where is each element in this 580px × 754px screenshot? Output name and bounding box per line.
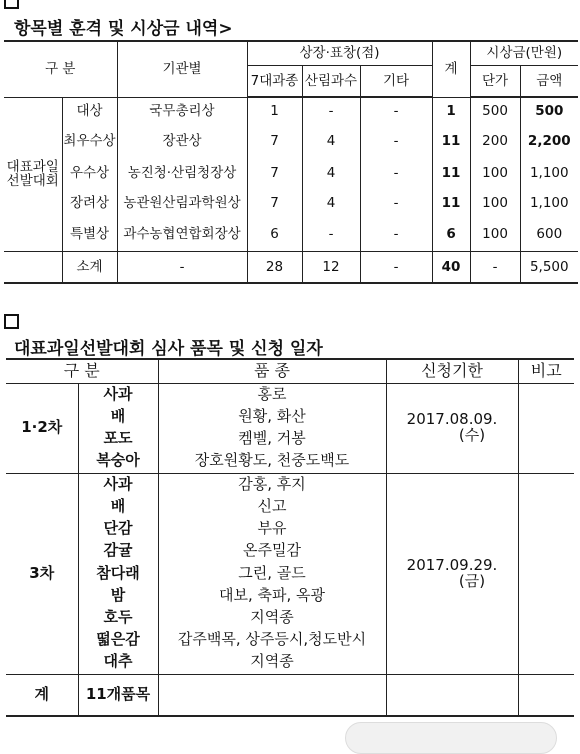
other-cell: -: [360, 218, 432, 251]
total-row: [6, 674, 574, 716]
variety-cell: 그린, 골드: [158, 562, 386, 585]
other-cell: -: [360, 188, 432, 218]
grade-cell: 장려상: [62, 188, 117, 218]
total-label: 계: [6, 674, 78, 716]
grade-cell: 특별상: [62, 218, 117, 251]
variety-cell: 지역종: [158, 651, 386, 674]
amount-cell: 1,100: [520, 188, 578, 218]
amount-cell: 2,200: [520, 125, 578, 158]
fruit-cell: 참다래: [78, 562, 158, 585]
header-remarks: 비고: [518, 359, 574, 383]
award-table: [4, 40, 578, 284]
fruit-cell: 감귤: [78, 540, 158, 562]
header-category: 구 분: [6, 359, 158, 383]
variety-cell: 원황, 화산: [158, 406, 386, 428]
forest-cell: 4: [302, 125, 360, 158]
variety-cell: 감홍, 후지: [158, 473, 386, 496]
header-agency: 기관별: [117, 41, 247, 97]
seven-cell: 6: [247, 218, 302, 251]
header-amount: 금액: [520, 65, 578, 97]
section1-title: 항목별 훈격 및 시상금 내역>: [14, 19, 233, 39]
other-cell: -: [360, 97, 432, 125]
round1-deadline: [386, 383, 518, 473]
fruit-cell: 사과: [78, 473, 158, 496]
empty-cell: [386, 674, 518, 716]
grade-cell: 소계: [62, 251, 117, 283]
variety-cell: 홍로: [158, 383, 386, 406]
forest-cell: 4: [302, 188, 360, 218]
deadline-day: (수): [458, 426, 486, 444]
fruit-cell: 밤: [78, 585, 158, 607]
variety-cell: 장호원황도, 천중도백도: [158, 450, 386, 473]
seven-cell: 1: [247, 97, 302, 125]
header-deadline: 신청기한: [386, 359, 518, 383]
other-cell: -: [360, 125, 432, 158]
header-award-group: 상장·표창(점): [247, 41, 432, 65]
variety-cell: 지역종: [158, 607, 386, 629]
empty-cell: [518, 674, 574, 716]
amount-cell: 5,500: [520, 251, 578, 283]
total-cell: 11: [432, 125, 470, 158]
table-row: [6, 383, 574, 406]
fruit-cell: 떫은감: [78, 629, 158, 651]
unit-cell: 500: [470, 97, 520, 125]
unit-cell: 100: [470, 188, 520, 218]
round1-label: 1·2차: [6, 383, 78, 473]
round3-label: 3차: [6, 473, 78, 674]
total-value: 11개품목: [78, 674, 158, 716]
variety-cell: 켐벨, 거봉: [158, 428, 386, 450]
table-row: [6, 473, 574, 496]
header-total: 계: [432, 41, 470, 97]
forest-cell: -: [302, 97, 360, 125]
unit-cell: 100: [470, 218, 520, 251]
table-row: [4, 125, 578, 158]
variety-cell: 신고: [158, 496, 386, 518]
seven-cell: 28: [247, 251, 302, 283]
seven-cell: 7: [247, 188, 302, 218]
deadline-day: (금): [458, 571, 486, 590]
amount-cell: 500: [520, 97, 578, 125]
empty-cell: [158, 674, 386, 716]
table-row: [4, 188, 578, 218]
agency-cell: 과수농협연합회장상: [117, 218, 247, 251]
grade-cell: 대상: [62, 97, 117, 125]
deadline-date: 2017.08.09.: [406, 410, 498, 429]
fruit-cell: 배: [78, 496, 158, 518]
agency-cell: 장관상: [117, 125, 247, 158]
agency-cell: 농관원산림과학원상: [117, 188, 247, 218]
total-cell: 11: [432, 188, 470, 218]
forest-cell: 4: [302, 158, 360, 188]
deadline-date: 2017.09.29.: [406, 555, 498, 574]
unit-cell: 100: [470, 158, 520, 188]
section2-title: 대표과일선발대회 심사 품목 및 신청 일자: [14, 339, 323, 359]
other-cell: -: [360, 158, 432, 188]
amount-cell: 600: [520, 218, 578, 251]
seven-cell: 7: [247, 125, 302, 158]
table-row: [4, 218, 578, 251]
unit-cell: 200: [470, 125, 520, 158]
seven-cell: 7: [247, 158, 302, 188]
total-cell: 11: [432, 158, 470, 188]
variety-cell: 갑주백목, 상주등시,청도반시: [158, 629, 386, 651]
table-row: [4, 158, 578, 188]
header-7-fruits: 7대과종: [247, 65, 302, 97]
checkbox-square-icon: [4, 314, 19, 329]
bottom-overlay-bar[interactable]: [345, 722, 557, 754]
section1-heading: [4, 0, 233, 39]
header-forest-fruits: 산림과수: [302, 65, 360, 97]
forest-cell: -: [302, 218, 360, 251]
other-cell: -: [360, 251, 432, 283]
total-cell: 6: [432, 218, 470, 251]
empty-cell: [4, 251, 62, 283]
variety-cell: 부유: [158, 518, 386, 540]
fruit-cell: 대추: [78, 651, 158, 674]
header-varieties: 품 종: [158, 359, 386, 383]
remarks-cell: [518, 473, 574, 674]
forest-cell: 12: [302, 251, 360, 283]
header-category: 구 분: [4, 41, 117, 97]
variety-cell: 온주밀감: [158, 540, 386, 562]
fruit-cell: 호두: [78, 607, 158, 629]
header-unit-price: 단가: [470, 65, 520, 97]
variety-cell: 대보, 축파, 옥광: [158, 585, 386, 607]
fruit-cell: 포도: [78, 428, 158, 450]
header-prize-group: 시상금(만원): [470, 41, 578, 65]
total-cell: 1: [432, 97, 470, 125]
header-other: 기타: [360, 65, 432, 97]
fruit-cell: 사과: [78, 383, 158, 406]
agency-cell: 농진청·산림청장상: [117, 158, 247, 188]
subtotal-row: [4, 251, 578, 283]
amount-cell: 1,100: [520, 158, 578, 188]
checkbox-square-icon: [4, 0, 19, 9]
section2-heading: [4, 314, 323, 359]
table-row: [4, 97, 578, 125]
fruit-cell: 단감: [78, 518, 158, 540]
agency-cell: 국무총리상: [117, 97, 247, 125]
remarks-cell: [518, 383, 574, 473]
grade-cell: 최우수상: [62, 125, 117, 158]
grade-cell: 우수상: [62, 158, 117, 188]
agency-cell: -: [117, 251, 247, 283]
total-cell: 40: [432, 251, 470, 283]
schedule-table: [6, 358, 574, 717]
unit-cell: -: [470, 251, 520, 283]
fruit-cell: 복숭아: [78, 450, 158, 473]
fruit-cell: 배: [78, 406, 158, 428]
group-label: 대표과일선발대회: [4, 97, 62, 251]
round3-deadline: [386, 473, 518, 674]
